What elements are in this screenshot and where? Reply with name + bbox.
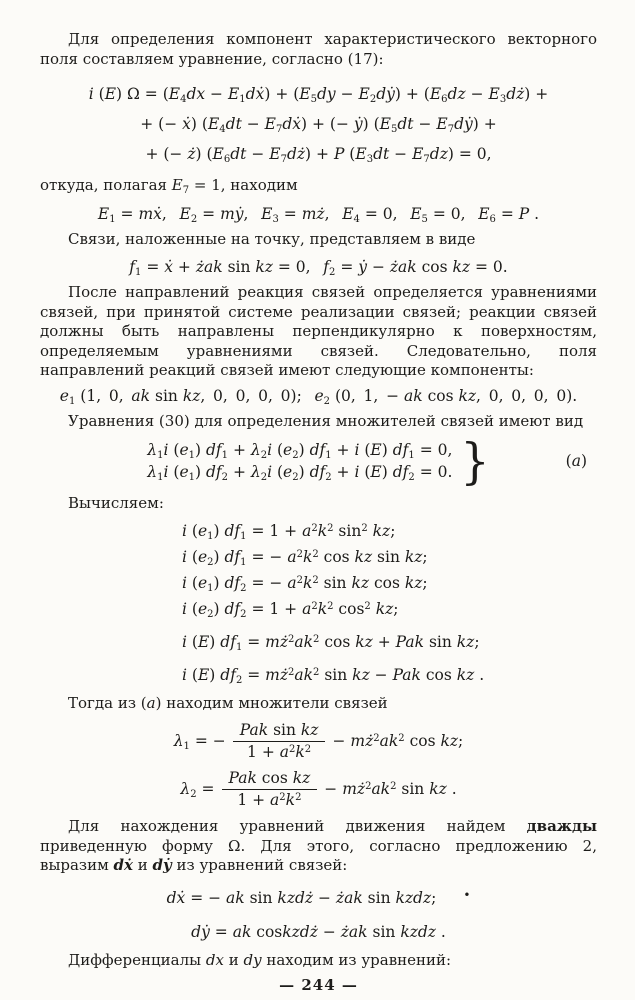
lambda1-prefix: $\lambda_1$ = −: [173, 732, 226, 752]
equation-reaction-components: $e_1$ (1, 0, ak sin kz, 0, 0, 0, 0); $e_2$ (0, 1, − ak cos kz, 0, 0, 0, 0).: [59, 386, 578, 407]
fraction-denominator: $1 + a^2k^2$: [247, 742, 312, 761]
equation-line: $\lambda_1i$ $(e_1) df_1 + \lambda_2i$ $(e_2) df_1 + i$ (E) $df_1 = 0$,: [147, 441, 453, 461]
equation-line: + (− ż) ($E_6dt$ − $E_7dż) + P$ $(E_3dt - E_7dz) = 0$,: [145, 145, 492, 165]
equation-dy: dẏ = ak coskzdż − żak sin kzdz .: [191, 922, 446, 941]
paragraph-differentials: Дифференциалы dx и dy находим из уравнений:: [68, 950, 452, 969]
paragraph-intro: Для определения компонент характеристического векторного поля составляем уравнение, согласно (17):: [40, 30, 597, 68]
stray-dot-mark: •: [463, 887, 471, 902]
fraction-numerator: Pak sin kz: [233, 722, 326, 742]
lambda1-suffix: − $mż^2ak^2$ cos kz;: [332, 732, 464, 750]
equation-dx-body: dẋ = − ak sin kzdż − żak sin kzdz;: [166, 888, 437, 907]
page-number: — 244 —: [279, 976, 358, 994]
paragraph-then: Тогда из (a) находим множители связей: [68, 693, 388, 712]
equation-system-a: [40, 432, 597, 490]
fraction-denominator: $1 + a^2k^2$: [237, 790, 302, 809]
equation-line: i $(e_1) df_2$ = − $a^2k^2$ sin kz cos kz;: [182, 573, 428, 594]
fraction-numerator: Pak cos kz: [222, 770, 318, 790]
equation-dx: [40, 884, 597, 909]
equation-line: i (E) $\Omega = (E_4dx$ − $E_1dẋ) + (E_5dy$ − $E_2dẏ) + (E_6dz$ − $E_3dż$) +: [88, 85, 549, 105]
equation-line: $\lambda_1i$ $(e_1) df_2 + \lambda_2i$ $(e_2) df_2 + i$ (E) $df_2 = 0$.: [147, 463, 453, 483]
equation-line: i (E) $df_1$ = $mż^2ak^2$ cos kz + Pak sin kz;: [182, 632, 480, 653]
equation-characteristic-field: [40, 79, 597, 169]
equation-lambda1: [40, 721, 597, 761]
paragraph-multiplier-equations: Уравнения (30) для определения множителей связей имеют вид: [68, 411, 584, 430]
paragraph-reactions: После направлений реакция связей определяется уравнениями связей, при принятой системе реализации связей; реакции связей должны быть направлены перпендикулярно к поверхностям, определяемым уравнениями связей. Следовательно, поля направлений реакций связей имеют следующие компоненты:: [40, 283, 597, 379]
lambda2-prefix: $\lambda_2$ =: [180, 780, 215, 800]
equation-line: i (E) $df_2$ = $mż^2ak^2$ sin kz − Pak cos kz .: [182, 665, 485, 686]
paragraph-whence: откуда, полагая $E_7 = 1$, находим: [40, 176, 298, 196]
lambda2-fraction: [222, 770, 318, 809]
equation-e-components: $E_1$ = mẋ, $E_2$ = mẏ, $E_3$ = mż, $E_4 = 0$, $E_5 = 0$, $E_6 = P$ .: [97, 204, 540, 225]
paragraph-constraints: Связи, наложенные на точку, представляем в виде: [68, 229, 476, 248]
equation-line: i $(e_1) df_1 = 1 + a^2k^2$ $\sin^2$ kz;: [182, 521, 396, 542]
equation-lambda2: [40, 769, 597, 809]
equation-line: + (− ẋ) ($E_4dt$ − $E_7dẋ$) + (− ẏ) ($E_5dt$ − $E_7dẏ$) +: [140, 115, 497, 135]
lambda1-fraction: [233, 722, 326, 761]
lambda2-suffix: − $mż^2ak^2$ sin kz .: [324, 780, 457, 798]
equation-label-a: (a): [565, 452, 587, 470]
equation-constraint-functions: $f_1$ = ẋ + żak sin kz = 0, $f_2$ = ẏ − żak cos kz = 0.: [129, 258, 508, 278]
equation-line: i $(e_2) df_1$ = − $a^2k^2$ cos kz sin kz;: [182, 547, 428, 568]
paragraph-compute: Вычисляем:: [68, 494, 164, 512]
paragraph-motion: Для нахождения уравнений движения найдем дважды приведенную форму Ω. Для этого, согласно предложению 2, выразим dẋ и dẏ из уравнений связей:: [40, 817, 597, 874]
equation-calc-list: [182, 518, 597, 688]
equation-line: i $(e_2) df_2 = 1 + a^2k^2$ $\cos^2$ kz;: [182, 599, 399, 620]
equation-system-lines: [147, 439, 452, 483]
system-brace: }: [460, 432, 490, 490]
